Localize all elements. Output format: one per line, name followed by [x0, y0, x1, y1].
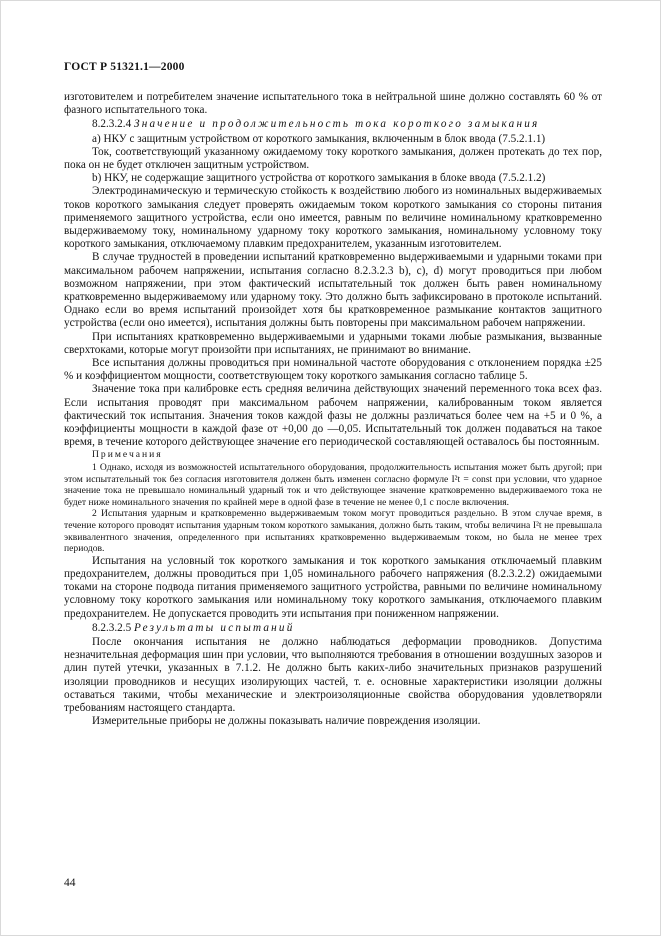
paragraph: В случае трудностей в проведении испытаний кратковременно выдерживаемыми и ударными токами при максимальном рабочем напряжении, испытания согласно 8.2.3.2.3 b), c), d) могут проводиться при любом возможном напряжении, при этом фактический испытательный ток должен быть равен номинальному кратковременно выдерживаемому или ударному току. Это должно быть зафиксировано в протоколе испытаний. Однако если во время испытаний произойдет хотя бы кратковременное размыкание контактов защитного устройства (если оно имеется), испытания должны быть повторены при максимальном рабочем напряжении. — [64, 251, 602, 330]
clause-title: Результаты испытаний — [133, 621, 295, 634]
list-item-b: b) НКУ, не содержащие защитного устройства от короткого замыкания в блоке ввода (7.5.2.1.2) — [92, 172, 546, 185]
clause-number: 8.2.3.2.5 — [92, 621, 132, 634]
paragraph: Все испытания должны проводиться при номинальной частоте оборудования с отклонением порядка ±25 % и коэффициентом мощности, соответствующем току короткого замыкания согласно таблице 5. — [64, 357, 602, 383]
clause-heading — [64, 118, 602, 131]
list-item-a: а) НКУ с защитным устройством от короткого замыкания, включенным в блок ввода (7.5.2.1.1) — [92, 132, 546, 145]
note-2: 2 Испытания ударным и кратковременно выдерживаемым током могут проводиться раздельно. В этом случае время, в течение которого проводят испытания ударным током короткого замыкания, должно быть таким, чтобы величина I²t не превышала эквивалентного значения, определенного при испытаниях кратковременно выдерживаемым током, но была не менее трех периодов. — [64, 508, 602, 555]
document-header: ГОСТ Р 51321.1—2000 — [64, 61, 185, 73]
note-1: 1 Однако, исходя из возможностей испытательного оборудования, продолжительность испытания может быть другой; при этом испытательный ток без согласия изготовителя должен быть изменен согласно формуле I²t = const при условии, что ударное значение тока не превышало номинальный ударный ток и что действующее значение кратковременно выдерживаемого тока не будет ниже номинального значения по крайней мере в одной фазе в течение не менее 0,1 с после включения. — [64, 461, 602, 508]
paragraph: Измерительные приборы не должны показывать наличие повреждения изоляции. — [92, 715, 481, 728]
clause-number: 8.2.3.2.4 — [92, 118, 132, 131]
paragraph: Ток, соответствующий указанному ожидаемому току короткого замыкания, должен протекать до тех пор, пока он не будет отключен защитным устройством. — [64, 145, 602, 172]
document-body — [64, 91, 602, 728]
paragraph: Значение тока при калибровке есть средняя величина действующих значений переменного тока всех фаз. Если испытания проводят при максимальном рабочем напряжении, калиброванным током является фактический ток испытания. Значения токов каждой фазы не должны различаться более чем на +5 и 0 %, а коэффициенты мощности в каждой фазе от +0,00 до —0,05. Испытательный ток должен подаваться на такое время, в течение которого действующее значение его периодической составляющей оставалось бы постоянным. — [64, 383, 602, 449]
paragraph-continuation: изготовителем и потребителем значение испытательного тока в нейтральной шине должно составлять 60 % от фазного испытательного тока. — [64, 91, 602, 117]
paragraph: Испытания на условный ток короткого замыкания и ток короткого замыкания отключаемый плавким предохранителем, должны проводиться при 1,05 номинального рабочего напряжения (8.2.3.2.2) ожидаемыми токами на стороне подвода питания применяемого защитного устройства, равными по величине номинальному условному току короткого замыкания или номинальному току короткого замыкания, отключаемого плавким предохранителем. Не допускается проводить эти испытания при пониженном напряжении. — [64, 554, 602, 620]
notes-heading: Примечания — [92, 449, 163, 461]
page-number: 44 — [64, 877, 76, 889]
paragraph: При испытаниях кратковременно выдерживаемыми и ударными токами любые размыкания, вызванные сверхтоками, которые могут произойти при испытаниях, не принимают во внимание. — [64, 330, 602, 356]
clause-title: Значение и продолжительность тока короткого замыкания — [133, 118, 540, 131]
paragraph: Электродинамическую и термическую стойкость к воздействию любого из номинальных выдерживаемых токов короткого замыкания следует проверять ожидаемым током короткого замыкания со стороны питания применяемого защитного устройства, если оно имеется, равным по величине номинальному кратковременно выдерживаемому току, номинальному ударному току короткого замыкания, номинальному условному току короткого замыкания, отключаемому плавким предохранителем, указанным изготовителем. — [64, 185, 602, 251]
paragraph: После окончания испытания не должно наблюдаться деформации проводников. Допустима незначительная деформация шин при условии, что выполняются требования в отношении воздушных зазоров и длин путей утечки, указанных в 7.1.2. Не должно быть каких-либо значительных признаков разрушений изоляции проводников и несущих изолирующих частей, т. е. основные характеристики изоляции должны оставаться такими, чтобы механические и электроизоляционные свойства оборудования удовлетворяли требованиям настоящего стандарта. — [64, 635, 602, 714]
clause-heading — [64, 622, 602, 635]
